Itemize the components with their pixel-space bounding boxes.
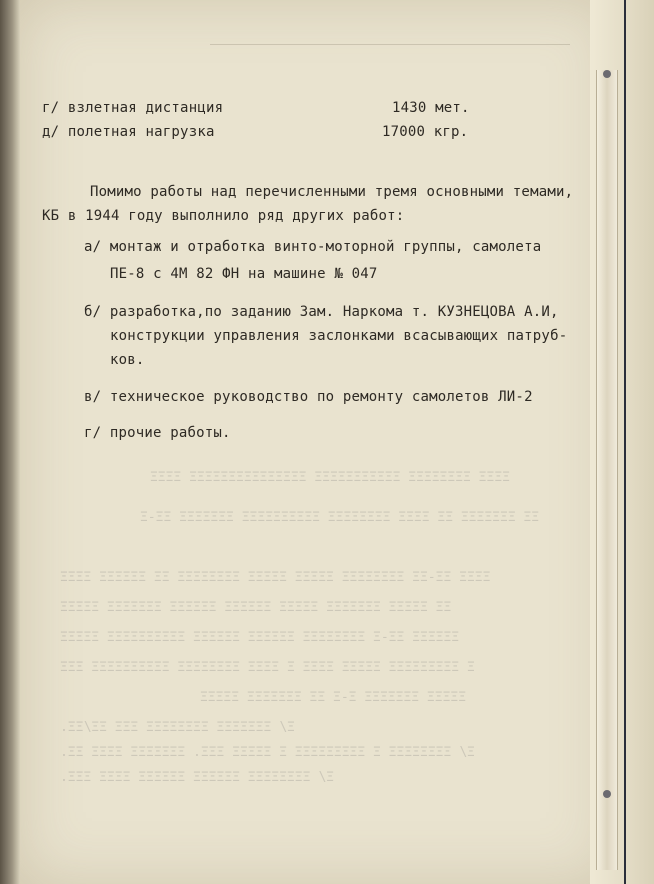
bleed-through-text: ΞΞ ΞΞΞΞΞΞΞ ΞΞ ΞΞΞΞ ΞΞΞΞΞΞΞΞ ΞΞΞΞΞΞΞΞΞΞ ΞΞΞΞΞΞΞ ΞΞ-Ξ xyxy=(140,510,540,525)
paragraph-line-1: Помимо работы над перечисленными тремя основными темами, xyxy=(90,184,574,200)
spec-load-label: д/ полетная нагрузка xyxy=(42,124,215,140)
bleed-through-text: ΞΞΞΞΞ ΞΞΞΞΞΞΞ Ξ-Ξ ΞΞ ΞΞΞΞΞΞΞ ΞΞΞΞΞ xyxy=(200,690,467,705)
item-b-line-1: б/ разработка,по заданию Зам. Наркома т. КУЗНЕЦОВА А.И, xyxy=(84,304,559,320)
item-a-line-2: ПЕ-8 с 4М 82 ФН на машине № 047 xyxy=(110,266,378,282)
item-v-line-1: в/ техническое руководство по ремонту самолетов ЛИ-2 xyxy=(84,389,533,405)
bleed-through-text: ΞΞ ΞΞΞΞΞ ΞΞΞΞΞΞΞ ΞΞΞΞΞ ΞΞΞΞΞΞ ΞΞΞΞΞΞ ΞΞΞΞΞΞΞ ΞΞΞΞΞ xyxy=(60,600,452,615)
bleed-through-text: ΞΞΞΞ ΞΞ-ΞΞ ΞΞΞΞΞΞΞΞ ΞΞΞΞΞ ΞΞΞΞΞ ΞΞΞΞΞΞΞΞ ΞΞ ΞΞΞΞΞΞ ΞΞΞΞ xyxy=(60,570,491,585)
bleed-through-text: ΞΞΞΞΞΞ ΞΞ-Ξ ΞΞΞΞΞΞΞΞ ΞΞΞΞΞΞ ΞΞΞΞΞΞ ΞΞΞΞΞΞΞΞΞΞ ΞΞΞΞΞ xyxy=(60,630,460,645)
binding-hole-icon xyxy=(603,790,611,798)
binding-strip xyxy=(596,70,618,870)
binding-hole-icon xyxy=(603,70,611,78)
item-g-line-1: г/ прочие работы. xyxy=(84,425,231,441)
item-b-line-2: конструкции управления заслонками всасывающих патруб- xyxy=(110,328,568,344)
page-border-line xyxy=(624,0,626,884)
document-page xyxy=(20,0,612,884)
spec-load-value: 17000 кгр. xyxy=(382,124,469,140)
header-stamp-line xyxy=(210,26,570,45)
spec-range-value: 1430 мет. xyxy=(392,100,470,116)
spec-range-label: г/ взлетная дистанция xyxy=(42,100,224,116)
page-left-edge xyxy=(0,0,20,884)
paragraph-line-2: КБ в 1944 году выполнило ряд других работ: xyxy=(42,208,405,224)
bleed-through-text: Ξ/ ΞΞΞΞΞΞΞΞ Ξ ΞΞΞΞΞΞΞΞΞ Ξ ΞΞΞΞΞ ΞΞΞ. ΞΞΞΞΞΞΞ ΞΞΞΞ ΞΞ. xyxy=(60,745,475,760)
bleed-through-text: Ξ/ ΞΞΞΞΞΞΞ ΞΞΞΞΞΞΞΞ ΞΞΞ ΞΞ/ΞΞ. xyxy=(60,720,295,735)
bleed-through-text: ΞΞΞΞ ΞΞΞΞΞΞΞΞ ΞΞΞΞΞΞΞΞΞΞΞ ΞΞΞΞΞΞΞΞΞΞΞΞΞΞΞ ΞΞΞΞ xyxy=(150,470,511,485)
bleed-through-text: Ξ ΞΞΞΞΞΞΞΞΞ ΞΞΞΞΞ ΞΞΞΞ Ξ ΞΞΞΞ ΞΞΞΞΞΞΞΞ ΞΞΞΞΞΞΞΞΞΞ ΞΞΞ xyxy=(60,660,475,675)
bleed-through-text: Ξ/ ΞΞΞΞΞΞΞΞ ΞΞΞΞΞΞ ΞΞΞΞΞΞ ΞΞΞΞ ΞΞΞ. xyxy=(60,770,334,785)
item-b-line-3: ков. xyxy=(110,352,145,368)
item-a-line-1: а/ монтаж и отработка винто-моторной группы, самолета xyxy=(84,239,542,255)
